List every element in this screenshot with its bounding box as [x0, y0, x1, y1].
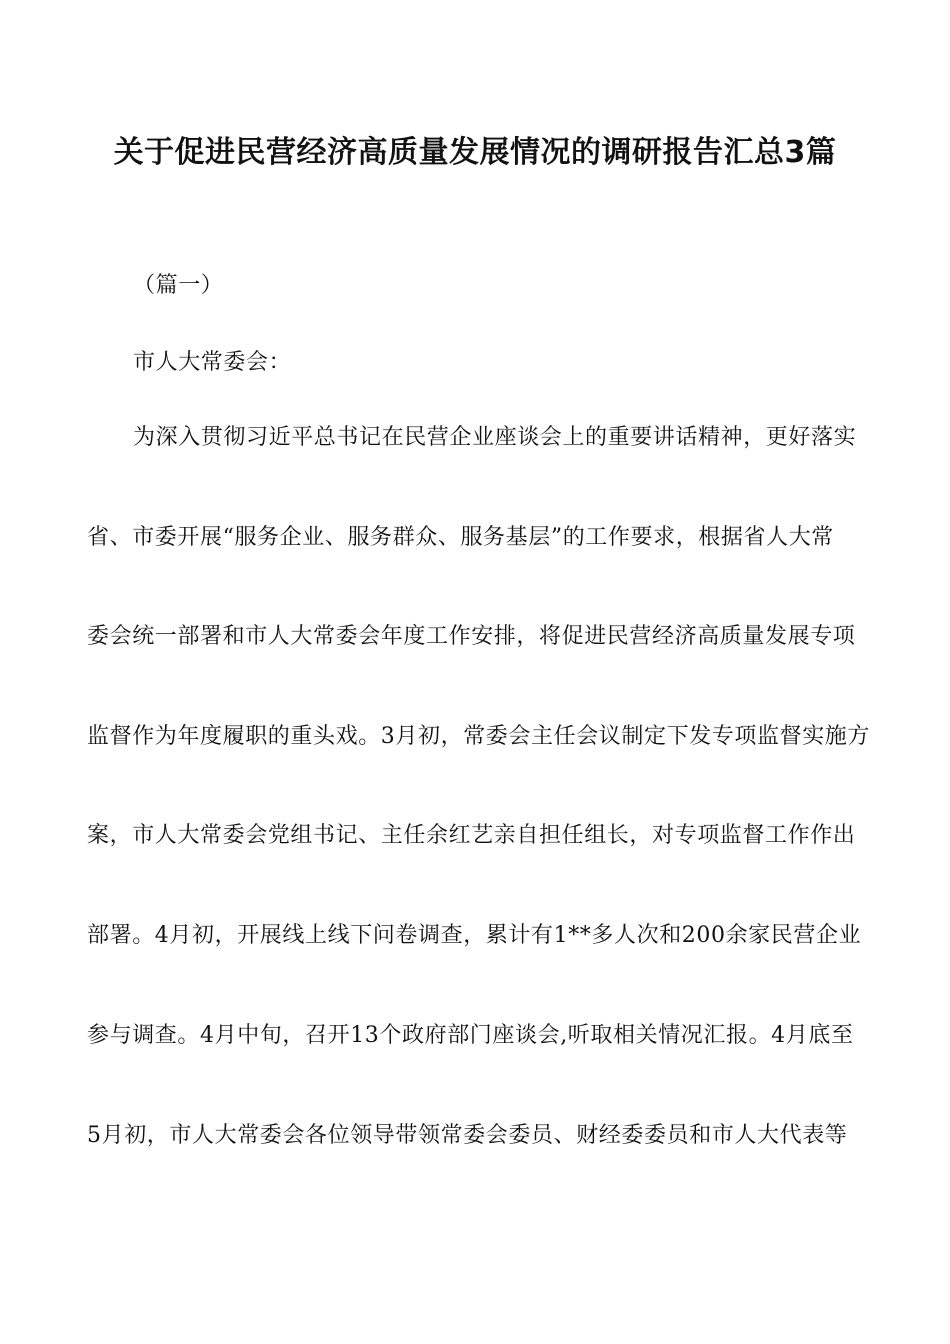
paragraph-line-6: 部署。4月初，开展线上线下问卷调查，累计有1**多人次和200余家民营企业	[87, 923, 862, 948]
paragraph-line-2: 省、市委开展“服务企业、服务群众、服务基层”的工作要求，根据省人大常	[87, 525, 834, 550]
paragraph-line-5: 案，市人大常委会党组书记、主任余红艺亲自担任组长，对专项监督工作作出	[87, 823, 856, 848]
salutation: 市人大常委会：	[133, 350, 292, 375]
section-label: （篇一）	[133, 273, 224, 298]
paragraph-line-4: 监督作为年度履职的重头戏。3月初，常委会主任会议制定下发专项监督实施方	[87, 724, 870, 749]
document-title: 关于促进民营经济高质量发展情况的调研报告汇总3篇	[113, 135, 837, 170]
paragraph-line-8: 5月初，市人大常委会各位领导带领常委会委员、财经委委员和市人大代表等	[87, 1123, 848, 1148]
paragraph-line-3: 委会统一部署和市人大常委会年度工作安排，将促进民营经济高质量发展专项	[87, 624, 856, 649]
paragraph-line-7: 参与调查。4月中旬，召开13个政府部门座谈会,听取相关情况汇报。4月底至	[87, 1023, 854, 1048]
paragraph-line-1: 为深入贯彻习近平总书记在民营企业座谈会上的重要讲话精神，更好落实	[133, 425, 857, 450]
